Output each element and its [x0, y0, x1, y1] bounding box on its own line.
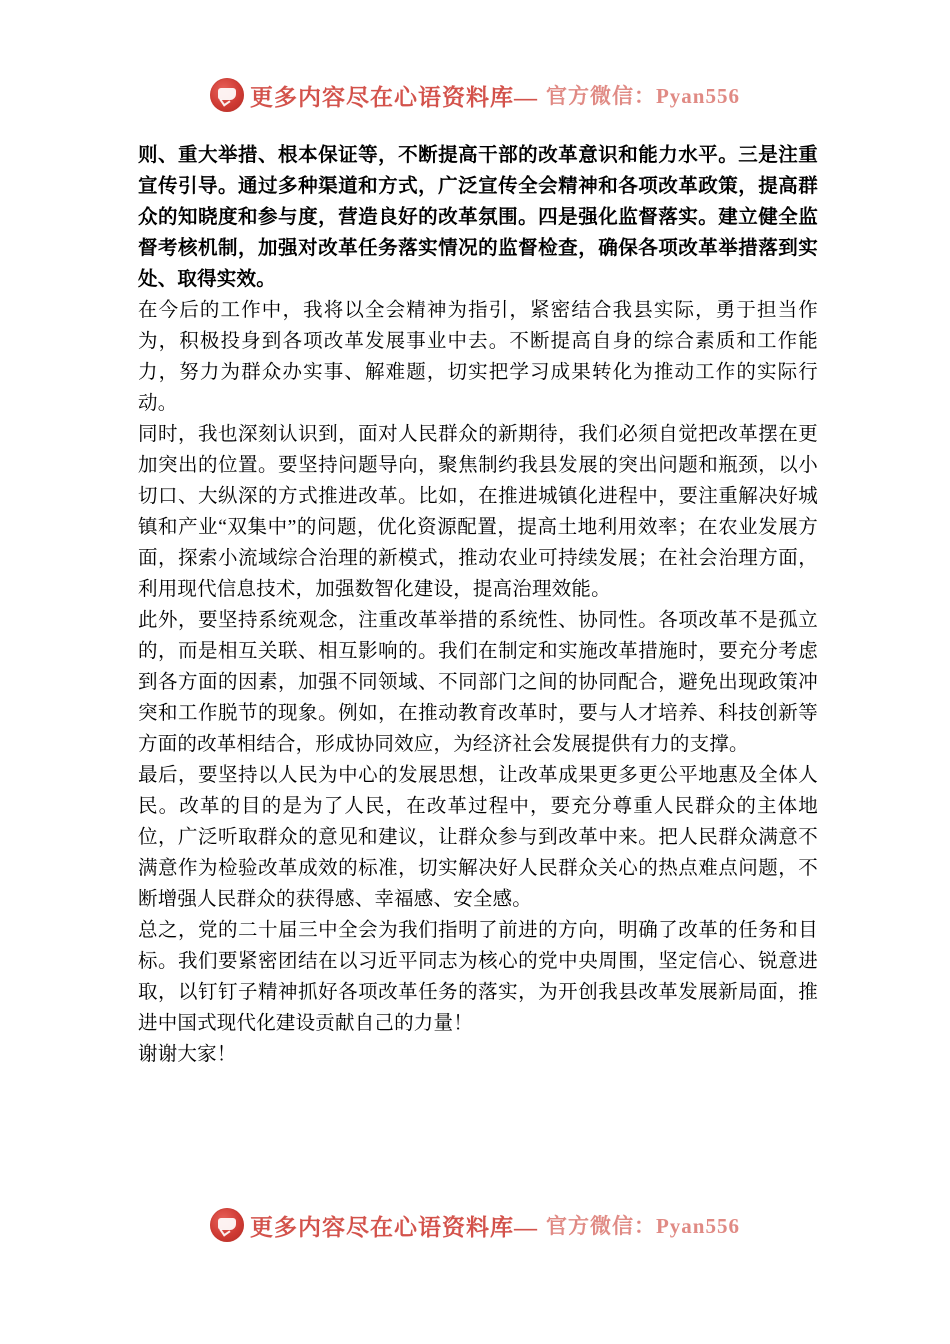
paragraph-1: 则、重大举措、根本保证等，不断提高干部的改革意识和能力水平。三是注重宣传引导。通过多种渠道和方式，广泛宣传全会精神和各项改革政策，提高群众的知晓度和参与度，营造良好的改革氛围。四是强化监督落实。建立健全监督考核机制，加强对改革任务落实情况的监督检查，确保各项改革举措落到实处、取得实效。	[138, 145, 818, 290]
watermark-sub-text: 官方微信：Pyan556	[545, 84, 740, 108]
paragraph-6: 总之，党的二十届三中全会为我们指明了前进的方向，明确了改革的任务和目标。我们要紧密团结在以习近平同志为核心的党中央周围，坚定信心、锐意进取，以钉钉子精神抓好各项改革任务的落实，为开创我县改革发展新局面，推进中国式现代化建设贡献自己的力量！	[138, 920, 818, 1034]
document-body	[138, 140, 818, 1070]
watermark-main-text: 更多内容尽在心语资料库—	[249, 84, 538, 110]
paragraph-4: 此外，要坚持系统观念，注重改革举措的系统性、协同性。各项改革不是孤立的，而是相互关联、相互影响的。我们在制定和实施改革措施时，要充分考虑到各方面的因素，加强不同领域、不同部门之间的协同配合，避免出现政策冲突和工作脱节的现象。例如，在推动教育改革时，要与人才培养、科技创新等方面的改革相结合，形成协同效应，为经济社会发展提供有力的支撑。	[138, 610, 818, 755]
paragraph-2: 在今后的工作中，我将以全会精神为指引，紧密结合我县实际，勇于担当作为，积极投身到各项改革发展事业中去。不断提高自身的综合素质和工作能力，努力为群众办实事、解难题，切实把学习成果转化为推动工作的实际行动。	[138, 300, 818, 414]
paragraph-3: 同时，我也深刻认识到，面对人民群众的新期待，我们必须自觉把改革摆在更加突出的位置。要坚持问题导向，聚焦制约我县发展的突出问题和瓶颈，以小切口、大纵深的方式推进改革。比如，在推进城镇化进程中，要注重解决好城镇和产业“双集中”的问题，优化资源配置，提高土地利用效率；在农业发展方面，探索小流域综合治理的新模式，推动农业可持续发展；在社会治理方面，利用现代信息技术，加强数智化建设，提高治理效能。	[138, 424, 818, 600]
paragraph-7-closing: 谢谢大家！	[138, 1044, 237, 1065]
speech-bubble-logo-icon	[210, 78, 244, 112]
watermark-main-text: 更多内容尽在心语资料库—	[249, 1214, 538, 1240]
watermark-footer	[0, 1208, 950, 1242]
speech-bubble-logo-icon	[210, 1208, 244, 1242]
paragraph-5: 最后，要坚持以人民为中心的发展思想，让改革成果更多更公平地惠及全体人民。改革的目的是为了人民，在改革过程中，要充分尊重人民群众的主体地位，广泛听取群众的意见和建议，让群众参与到改革中来。把人民群众满意不满意作为检验改革成效的标准，切实解决好人民群众关心的热点难点问题，不断增强人民群众的获得感、幸福感、安全感。	[138, 765, 818, 910]
watermark-sub-text: 官方微信：Pyan556	[545, 1214, 740, 1238]
watermark-header	[0, 78, 950, 112]
